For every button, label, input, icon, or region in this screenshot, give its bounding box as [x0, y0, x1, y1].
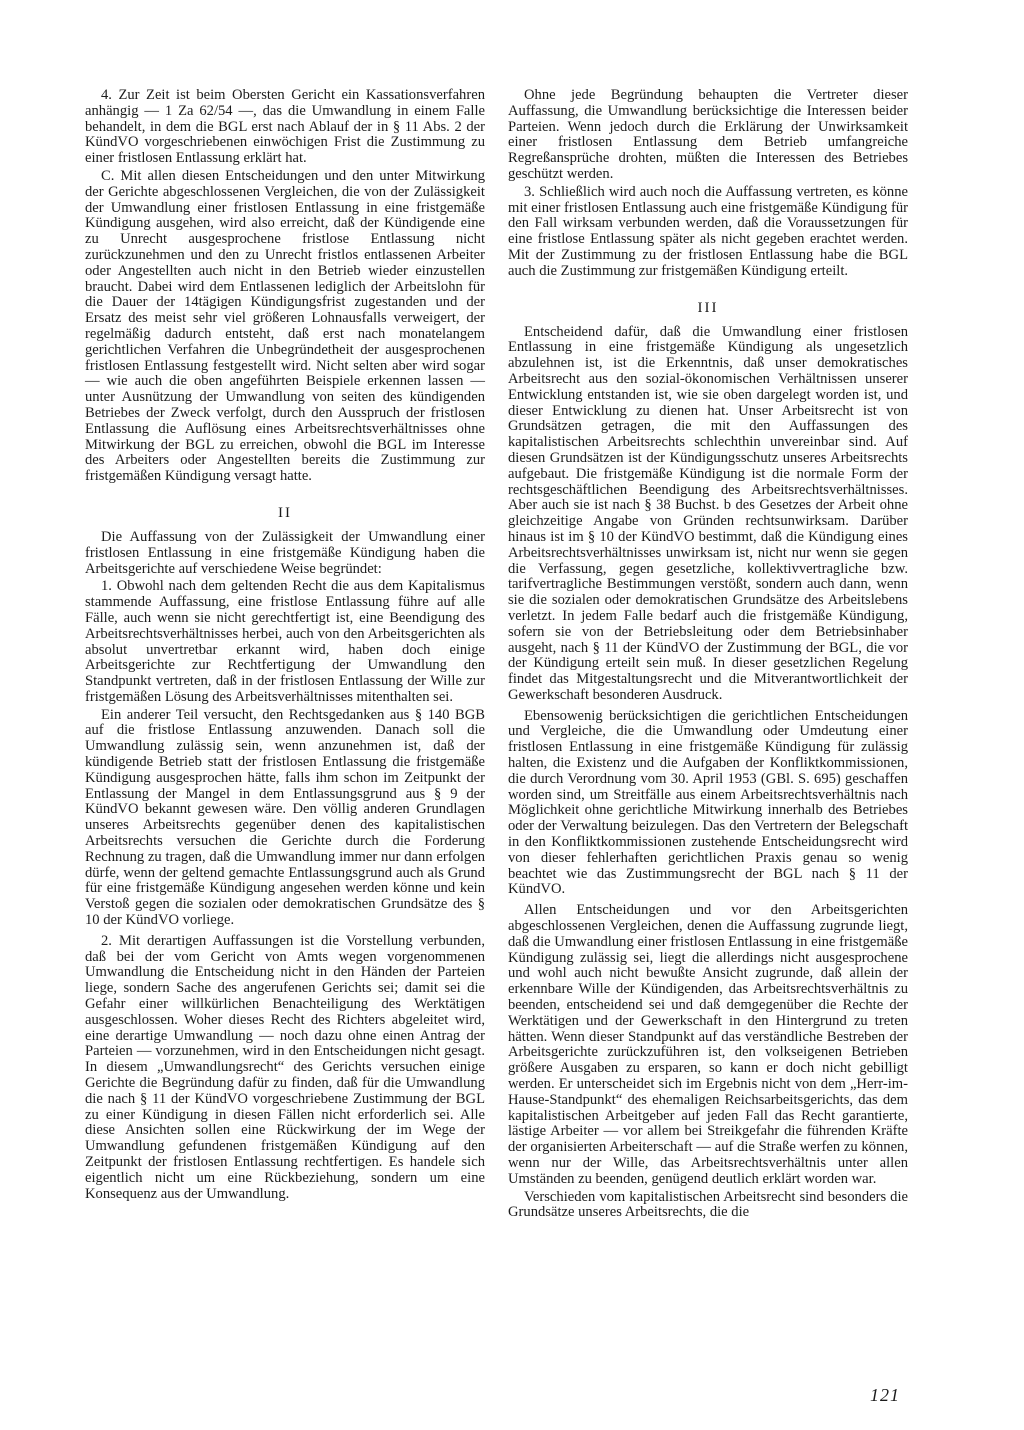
section-heading-iii: III: [697, 299, 719, 316]
paragraph: 2. Mit derartigen Auffassungen ist die Vorstellung verbunden, daß bei der vom Gericht von Amts wegen vorgenommenen Umwandlung die Entscheidung nicht in den Händen der Parteien liege, sondern Sache des angerufenen Gerichts sei; damit sei die Gefahr einer willkürlichen Benachteiligung des Werktätigen ausgeschlossen. Woher dieses Recht des Richters abgeleitet wird, eine derartige Umwandlung — noch dazu ohne einen Antrag der Parteien — vorzunehmen, wird in den Entscheidungen nicht gesagt. In diesem „Umwandlungsrecht“ des Gerichts versuchen einige Gerichte die Begründung dafür zu finden, daß für die Umwandlung die nach § 11 der KündVO vorgeschriebene Zustimmung der BGL zu einer Kündigung in diesen Fällen nicht erforderlich sei. Alle diese Ansichten sollen eine Rückwirkung der im Wege der Umwandlung gefundenen fristgemäßen Kündigung auf den Zeitpunkt der fristlosen Entlassung rechtfertigen. Es handele sich eigentlich nicht um eine Rückbeziehung, sondern um eine Konsequenz aus der Umwandlung.: [85, 932, 485, 1202]
section-heading-ii: II: [278, 504, 292, 521]
right-column: [508, 88, 908, 1223]
paragraph: C. Mit allen diesen Entscheidungen und den unter Mitwirkung der Gerichte abgeschlossenen Vergleichen, die von der Zulässigkeit der Umwandlung einer fristlosen Entlassung in eine fristgemäße Kündigung ausgehen, wird also erreicht, daß der Kündigende eine zu Unrecht ausgesprochene fristlose Entlassung nicht zurückzunehmen und den zu Unrecht fristlos entlassenen Arbeiter oder Angestellten auch nicht in den Betrieb wieder einzustellen braucht. Dabei wird dem Entlassenen lediglich der Arbeitslohn für die Dauer der 14tägigen Kündigungsfrist zugestanden und der Ersatz des meist sehr viel größeren Lohnausfalls verweigert, der regelmäßig dadurch entsteht, daß erst nach monatelangem gerichtlichen Verfahren die Unbegründetheit der ausgesprochenen fristlosen Entlassung festgestellt wird. Nicht selten aber wird sogar — wie auch die oben angeführten Beispiele erkennen lassen — unter Ausnützung der Umwandlung von seiten des kündigenden Betriebes der Zweck verfolgt, durch den Ausspruch der fristlosen Entlassung die Auflösung eines Arbeitsrechtsverhältnisses ohne Mitwirkung der BGL zu erreichen, obwohl die BGL im Interesse des Arbeiters oder Angestellten bereits die Zustimmung zur fristgemäßen Kündigung versagt hatte.: [85, 167, 485, 485]
paragraph: 4. Zur Zeit ist beim Obersten Gericht ein Kassationsverfahren anhängig — 1 Za 62/54 —, das die Umwandlung in einem Falle behandelt, in dem die BGL erst nach Ablauf der in § 11 Abs. 2 der KündVO vorgeschriebenen einwöchigen Frist die Zustimmung zu einer fristlosen Entlassung erklärt hat.: [85, 87, 485, 167]
paragraph: Ohne jede Begründung behaupten die Vertreter dieser Auffassung, die Umwandlung berücksichtige die Interessen beider Parteien. Wenn jedoch durch die Erklärung der Unwirksamkeit einer fristlosen Entlassung dem Betrieb umfangreiche Regreßansprüche drohten, müßten die Interessen des Betriebes geschützt werden.: [508, 87, 908, 182]
paragraph: Ebensowenig berücksichtigen die gerichtlichen Entscheidungen und Vergleiche, die die Umwandlung oder Umdeutung einer fristlosen Entlassung in eine fristgemäße Kündigung für zulässig halten, die Existenz und die Aufgaben der Konfliktkommissionen, die durch Verordnung vom 30. April 1953 (GBl. S. 695) geschaffen worden sind, um Streitfälle aus einem Arbeitsrechtsverhältnis nach Möglichkeit ohne gerichtliche Mitwirkung innerhalb des Betriebes oder der Verwaltung beizulegen. Das den Vertretern der Belegschaft in den Konfliktkommissionen zustehende Entscheidungsrecht wird von dieser fehlerhaften gerichtlichen Praxis genau so wenig beachtet wie das Zustimmungsrecht der BGL nach § 11 der KündVO.: [508, 707, 908, 898]
paragraph: 3. Schließlich wird auch noch die Auffassung vertreten, es könne mit einer fristlosen Entlassung auch eine fristgemäße Kündigung für den Fall wirksam verbunden werden, daß die Voraussetzungen für eine fristlose Entlassung später als nicht gegeben erachtet werden. Mit der Zustimmung zu der fristlosen Entlassung habe die BGL auch die Zustimmung zur fristgemäßen Kündigung erteilt.: [508, 183, 908, 279]
paragraph: Entscheidend dafür, daß die Umwandlung einer fristlosen Entlassung in eine fristgemäße Kündigung als ungesetzlich abzulehnen ist, ist die Erkenntnis, daß unser demokratisches Arbeitsrecht aus den sozial-ökonomischen Verhältnissen unserer Entwicklung entstanden ist, wie sie oben dargelegt worden ist, und dieser Entwicklung zu dienen hat. Unser Arbeitsrecht ist von Grundsätzen getragen, die mit den Auffassungen des kapitalistischen Arbeitsrechts schlechthin unvereinbar sind. Auf diesen Grundsätzen ist der Kündigungsschutz unseres Arbeitsrechts aufgebaut. Die fristgemäße Kündigung ist die normale Form der rechtsgeschäftlichen Beendigung des Arbeitsrechtsverhältnisses. Aber auch sie ist nach § 38 Buchst. b des Gesetzes der Arbeit ohne gleichzeitige Angabe von Gründen rechtsunwirksam. Darüber hinaus ist im § 10 der KündVO bestimmt, daß die Kündigung eines Arbeitsrechtsverhältnisses unwirksam ist, nicht nur wenn sie gegen die Verfassung, gegen gesetzliche, kollektivvertragliche bzw. tarifvertragliche Bestimmungen verstößt, sondern auch dann, wenn sie die sozialen oder demokratischen Grundsätze des Arbeitslebens verletzt. In jedem Falle bedarf auch die fristgemäße Kündigung, sofern sie von der Betriebsleitung oder dem Betriebsinhaber ausgeht, nach § 11 der KündVO der Zustimmung der BGL, die vor der Kündigung erteilt sein muß. In dieser gesetzlichen Regelung findet das Mitgestaltungsrecht und die Mitverantwortlichkeit der Gewerkschaft besonderen Ausdruck.: [508, 323, 908, 703]
paragraph: Allen Entscheidungen und vor den Arbeitsgerichten abgeschlossenen Vergleichen, denen die Auffassung zugrunde liegt, daß die Umwandlung einer fristlosen Entlassung in eine fristgemäße Kündigung zulässig sei, liegt die allerdings nicht ausgesprochene und wohl auch nicht bewußte Ansicht zugrunde, daß allein der erkennbare Wille der Kündigenden, das Arbeitsrechtsverhältnis zu beenden, entscheidend sei und daß demgegenüber die Rechte der Werktätigen und der Gewerkschaft in den Hintergrund zu treten hätten. Wenn dieser Standpunkt auf das verständliche Bestreben der Arbeitsgerichte zurückzuführen ist, den volkseigenen Betrieben größere Ausgaben zu ersparen, so kann er doch nicht gebilligt werden. Er unterscheidet sich im Ergebnis nicht von dem „Herr-im-Hause-Standpunkt“ des ehemaligen Reichsarbeitsgerichts, das dem kapitalistischen Arbeitgeber auf jeden Fall das Recht garantierte, lästige Arbeiter — vor allem bei Streikgefahr die führenden Kräfte der organisierten Arbeiterschaft — auf die Straße werfen zu können, wenn nur der Wille, das Arbeitsrechtsverhältnis unter allen Umständen zu beenden, genügend deutlich erklärt worden war.: [508, 902, 908, 1187]
paragraph: 1. Obwohl nach dem geltenden Recht die aus dem Kapitalismus stammende Auffassung, eine fristlose Entlassung führe auf alle Fälle, auch wenn sie nicht gerechtfertigt ist, eine Beendigung des Arbeitsrechtsverhältnisses herbei, auch von den Arbeitsgerichten als absolut unvertretbar erkannt wird, haben doch einige Arbeitsgerichte zur Rechtfertigung der Umwandlung den Standpunkt vertreten, daß in der fristlosen Entlassung der Wille zur fristgemäßen Lösung des Arbeitsverhältnisses mitenthalten sei.: [85, 578, 485, 705]
paragraph: Verschieden vom kapitalistischen Arbeitsrecht sind besonders die Grundsätze unseres Arbeitsrechts, die die: [508, 1188, 908, 1221]
left-column: [85, 88, 485, 1204]
paragraph: Die Auffassung von der Zulässigkeit der Umwandlung einer fristlosen Entlassung in eine fristgemäße Kündigung haben die Arbeitsgerichte auf verschiedene Weise begründet:: [85, 528, 485, 577]
page-number: 121: [870, 1385, 900, 1405]
paragraph: Ein anderer Teil versucht, den Rechtsgedanken aus § 140 BGB auf die fristlose Entlassung anzuwenden. Danach soll die Umwandlung zulässig sein, wenn anzunehmen ist, daß der kündigende Betrieb statt der fristlosen Entlassung die fristgemäße Kündigung ausgesprochen hätte, falls ihm schon im Zeitpunkt der Entlassung der Mangel in dem Entlassungsgrund aus § 9 der KündVO bekannt gewesen wäre. Den völlig anderen Grundlagen unseres Arbeitsrechts gegenüber denen des kapitalistischen Arbeitsrechts versuchen die Gerichte durch die Forderung Rechnung zu tragen, daß die Umwandlung immer nur dann erfolgen dürfe, wenn der geltend gemachte Entlassungsgrund auch als Grund für eine fristgemäße Kündigung angesehen werden könne und kein Verstoß gegen die sozialen oder demokratischen Grundsätze des § 10 der KündVO vorliege.: [85, 706, 485, 929]
